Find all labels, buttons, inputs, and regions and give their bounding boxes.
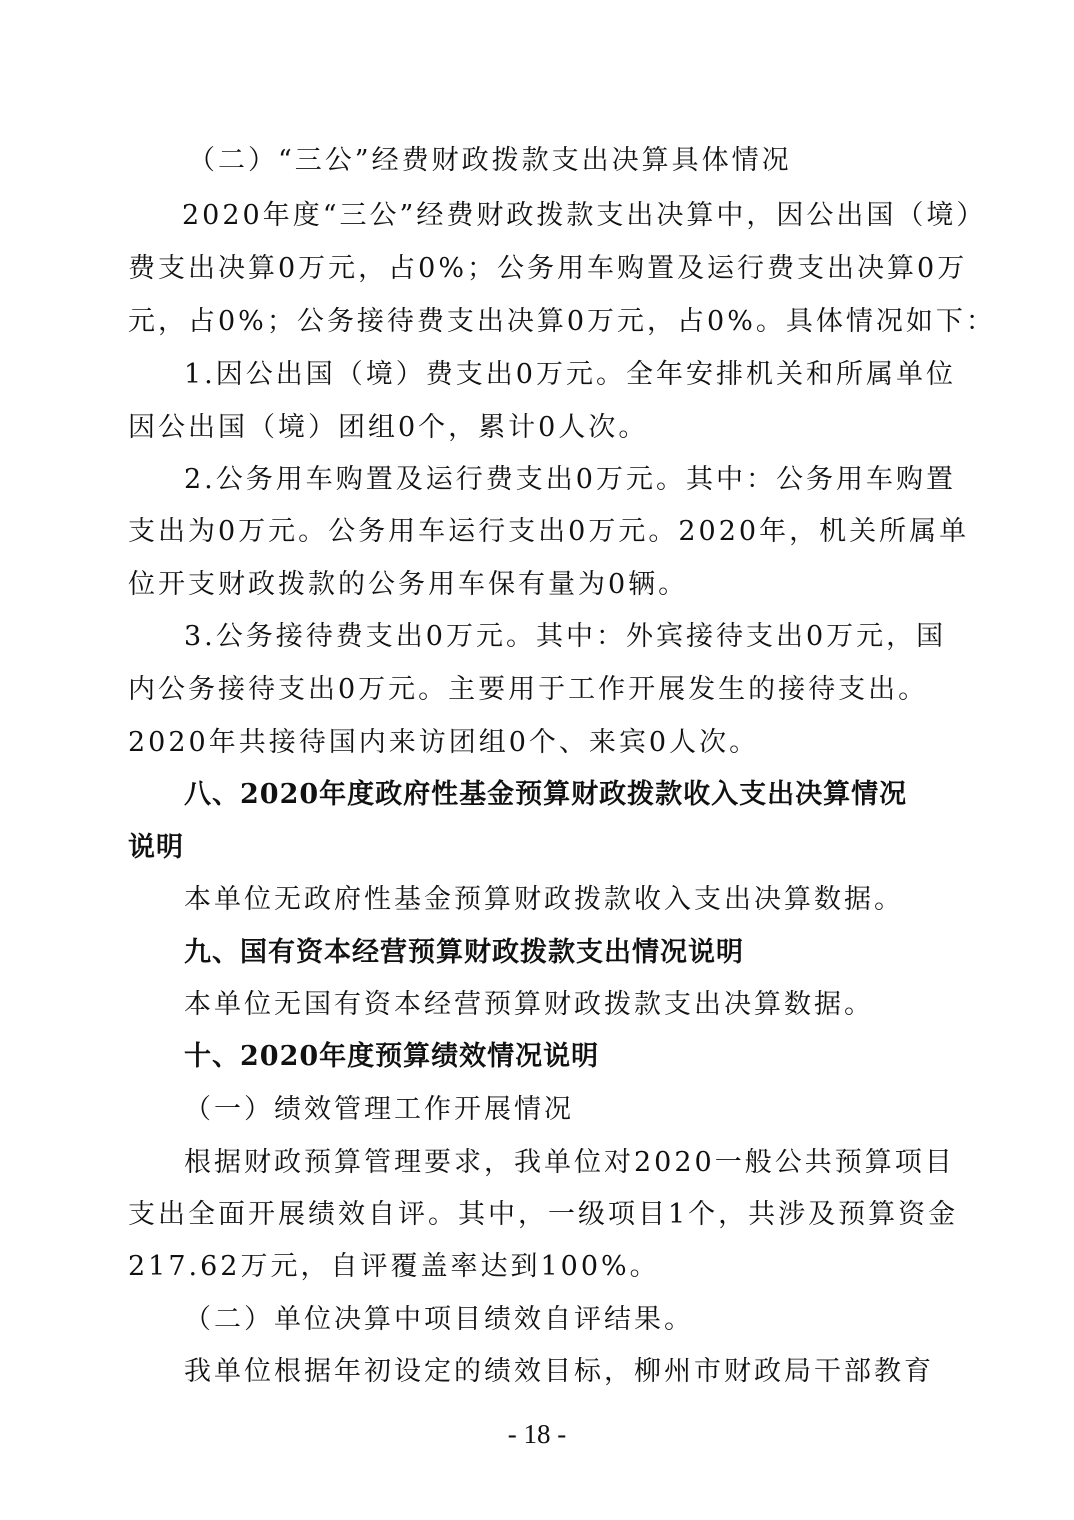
list-item-line: 2.公务用车购置及运行费支出0万元。其中：公务用车购置: [184, 464, 956, 495]
paragraph-line: 2020年度“三公”经费财政拨款支出决算中，因公出国（境）: [182, 200, 987, 231]
paragraph-line: 本单位无政府性基金预算财政拨款收入支出决算数据。: [184, 884, 904, 915]
subsection-heading-three-public-expenses: （二）“三公”经费财政拨款支出决算具体情况: [188, 145, 792, 176]
list-item-line: 3.公务接待费支出0万元。其中：外宾接待支出0万元，国: [184, 621, 947, 652]
section-heading-ten: 十、2020年度预算绩效情况说明: [184, 1041, 600, 1072]
paragraph-line: 根据财政预算管理要求，我单位对2020一般公共预算项目: [184, 1147, 955, 1178]
section-heading-nine: 九、国有资本经营预算财政拨款支出情况说明: [184, 937, 744, 968]
paragraph-line: 本单位无国有资本经营预算财政拨款支出决算数据。: [184, 989, 874, 1020]
list-item-line: 支出为0万元。公务用车运行支出0万元。2020年，机关所属单: [128, 516, 970, 547]
section-heading-eight: 说明: [128, 832, 184, 863]
page-number: - 18 -: [507, 1419, 567, 1449]
list-item-line: 内公务接待支出0万元。主要用于工作开展发生的接待支出。: [128, 674, 929, 705]
paragraph-line: 费支出决算0万元，占0%；公务用车购置及运行费支出决算0万: [128, 253, 968, 284]
paragraph-line: 元，占0%；公务接待费支出决算0万元，占0%。具体情况如下：: [128, 306, 996, 337]
subsection-heading: （一）绩效管理工作开展情况: [184, 1094, 574, 1125]
section-heading-eight: 八、2020年度政府性基金预算财政拨款收入支出决算情况: [184, 779, 908, 810]
list-item-line: 1.因公出国（境）费支出0万元。全年安排机关和所属单位: [184, 359, 956, 390]
subsection-heading: （二）单位决算中项目绩效自评结果。: [184, 1304, 694, 1335]
list-item-line: 因公出国（境）团组0个，累计0人次。: [128, 412, 649, 443]
list-item-line: 2020年共接待国内来访团组0个、来宾0人次。: [128, 727, 760, 758]
paragraph-line: 我单位根据年初设定的绩效目标，柳州市财政局干部教育: [184, 1356, 934, 1387]
paragraph-line: 217.62万元，自评覆盖率达到100%。: [128, 1251, 660, 1282]
paragraph-line: 支出全面开展绩效自评。其中，一级项目1个，共涉及预算资金: [128, 1199, 959, 1230]
list-item-line: 位开支财政拨款的公务用车保有量为0辆。: [128, 569, 689, 600]
